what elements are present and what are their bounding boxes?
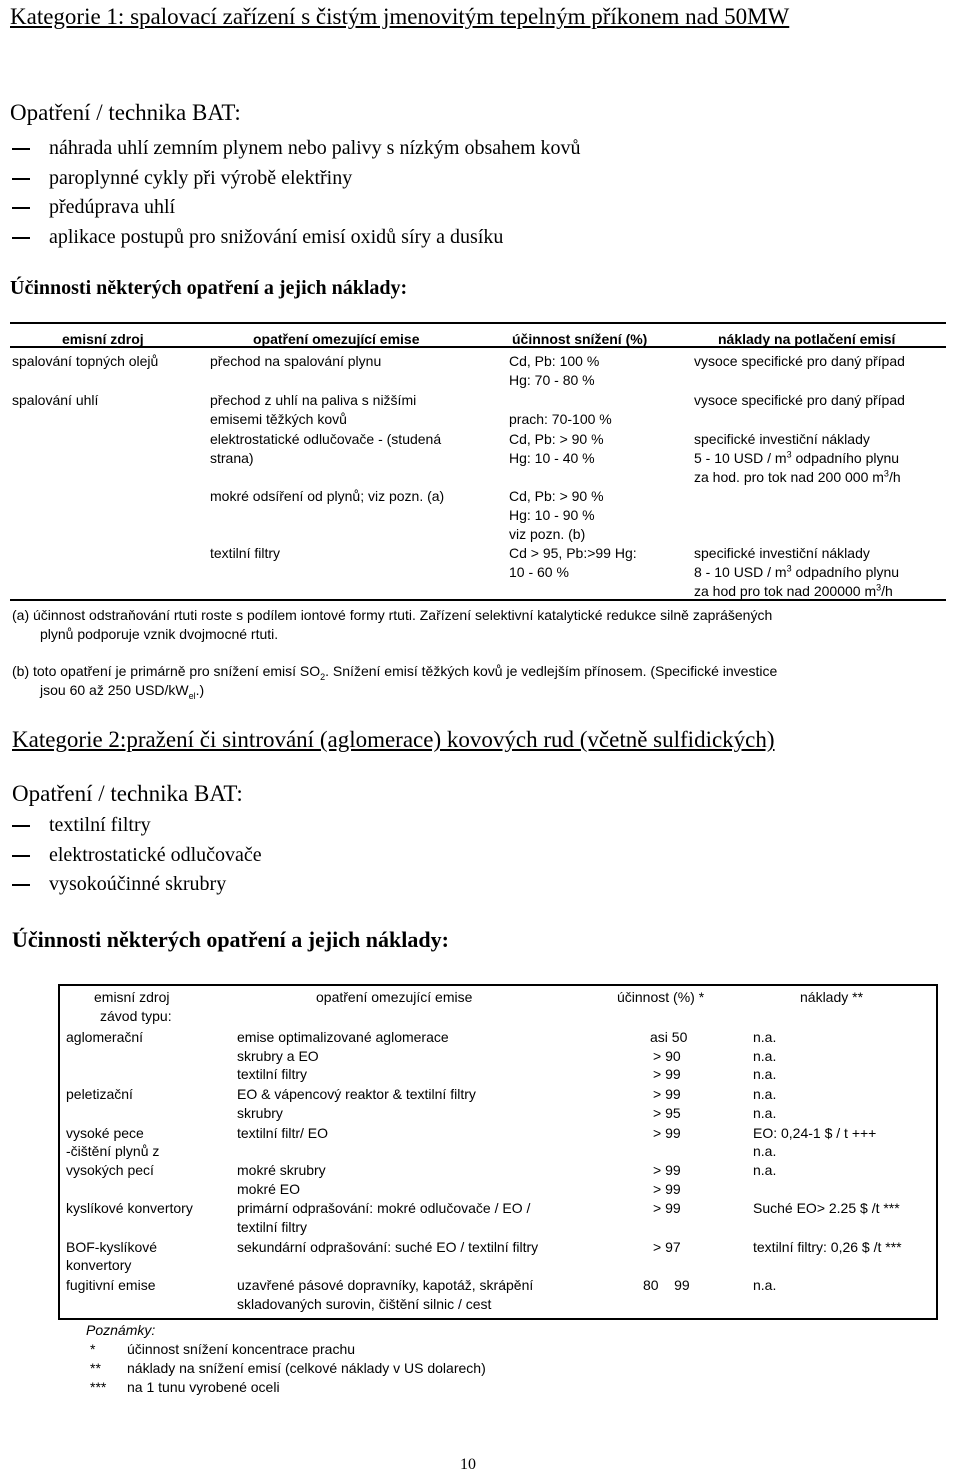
table-cell-efficiency: Cd, Pb: > 90 %	[509, 488, 604, 504]
table2-cell-efficiency: > 99	[653, 1200, 681, 1216]
bat-heading-1: Opatření / technika BAT:	[10, 100, 241, 125]
table2-cell-efficiency: > 99	[653, 1181, 681, 1197]
bat-item: elektrostatické odlučovače	[0, 841, 262, 871]
bat-item: předúprava uhlí	[0, 193, 581, 223]
table2-cell-efficiency: asi 50	[650, 1029, 688, 1045]
page-number: 10	[460, 1456, 476, 1473]
dash-bullet-icon	[12, 148, 30, 150]
table-cell-efficiency: prach: 70-100 %	[509, 411, 612, 427]
dash-bullet-icon	[12, 855, 30, 857]
table-cell-measure: textilní filtry	[210, 545, 281, 561]
dash-bullet-icon	[12, 237, 30, 239]
table2-cell-measure: mokré skrubry	[237, 1162, 326, 1178]
notes-title: Poznámky:	[86, 1322, 156, 1338]
table-cell-efficiency: 10 - 60 %	[509, 564, 569, 580]
note-b: (b) toto opatření je primárně pro snížení emisí $SO_2$. Snížení emisí těžkých kovů je vedlejším přínosem. (Specifické investice jsou 60 až 250 USD/$kW_{el}$.)	[12, 663, 778, 701]
table2-cell-cost: n.a.	[753, 1086, 777, 1102]
table2-header-efficiency: účinnost (%) *	[617, 989, 705, 1005]
table-cell-measure: emisemi těžkých kovů	[210, 411, 347, 427]
table2-cell-cost: n.a.	[753, 1066, 777, 1082]
table-cell-source: spalování topných olejů	[12, 353, 159, 369]
dash-bullet-icon	[12, 825, 30, 827]
table-header-source: emisní zdroj	[62, 331, 144, 347]
table-cell-efficiency: Cd > 95, Pb:>99 Hg:	[509, 545, 637, 561]
table-cell-cost: 5 - 10 USD / $m^3$ odpadního plynu	[694, 449, 900, 466]
table2-cell-cost: n.a.	[753, 1029, 777, 1045]
bat-item: náhrada uhlí zemním plynem nebo palivy s nízkým obsahem kovů	[0, 134, 581, 164]
table-cell-cost: 8 - 10 USD / $m^3$ odpadního plynu	[694, 563, 900, 580]
table-cell-measure: přechod z uhlí na paliva s nižšími	[210, 392, 417, 408]
table-cell-measure: přechod na spalování plynu	[210, 353, 382, 369]
dash-bullet-icon	[12, 884, 30, 886]
table2-cell-measure: emise optimalizované aglomerace	[237, 1029, 449, 1045]
table-cell-efficiency: Cd, Pb: 100 %	[509, 353, 600, 369]
table2-cell-source: fugitivní emise	[66, 1277, 156, 1293]
table2-cell-efficiency: 80 99	[643, 1277, 690, 1293]
bat-item: paroplynné cykly při výrobě elektřiny	[0, 164, 581, 194]
table2-cell-source: peletizační	[66, 1086, 133, 1102]
table-cell-efficiency: Hg: 10 - 90 %	[509, 507, 595, 523]
table-header-efficiency: účinnost snížení (%)	[512, 331, 648, 347]
table2-cell-source: -čištění plynů z	[66, 1143, 160, 1159]
table2-header-source: závod typu:	[100, 1008, 172, 1024]
table-cell-measure: mokré odsíření od plynů; viz pozn. (a)	[210, 488, 445, 504]
table-cell-cost: za hod. pro tok nad 200 000 $m^3/h$	[694, 468, 901, 485]
table-cell-efficiency: viz pozn. (b)	[509, 526, 586, 542]
table-cell-efficiency: Hg: 70 - 80 %	[509, 372, 595, 388]
bat-item: aplikace postupů pro snižování emisí oxidů síry a dusíku	[0, 223, 581, 253]
table2-cell-efficiency: > 95	[653, 1105, 681, 1121]
table2-cell-cost: Suché EO> 2.25 $ /t ***	[753, 1200, 900, 1216]
table2-cell-source: vysoké pece	[66, 1125, 144, 1141]
table2-cell-source: BOF-kyslíkové	[66, 1239, 158, 1255]
table-header-measure: opatření omezující emise	[253, 331, 420, 347]
table-cell-efficiency: Hg: 10 - 40 %	[509, 450, 595, 466]
table2-cell-efficiency: > 90	[653, 1048, 681, 1064]
table2-cell-cost: textilní filtry: 0,26 $ /t ***	[753, 1239, 902, 1255]
bat-list-1	[0, 134, 581, 252]
table-cell-measure: elektrostatické odlučovače - (studená	[210, 431, 442, 447]
table2-cell-efficiency: > 97	[653, 1239, 681, 1255]
dash-bullet-icon	[12, 178, 30, 180]
efficiency-heading-2: Účinnosti některých opatření a jejich náklady:	[12, 927, 449, 952]
table2-cell-source: vysokých pecí	[66, 1162, 154, 1178]
table2-header-cost: náklady **	[800, 989, 864, 1005]
table-cell-cost: za hod pro tok nad 200000 $m^3/h$	[694, 582, 893, 599]
table2-cell-measure: mokré EO	[237, 1181, 301, 1197]
table2-cell-cost: n.a.	[753, 1048, 777, 1064]
table2-header-source: emisní zdroj	[94, 989, 170, 1005]
table2-cell-measure: sekundární odprašování: suché EO / textilní filtry	[237, 1239, 539, 1255]
table2-cell-cost: n.a.	[753, 1105, 777, 1121]
table2-header-measure: opatření omezující emise	[316, 989, 473, 1005]
table-cell-cost: specifické investiční náklady	[694, 431, 870, 447]
category-2-title: Kategorie 2:pražení či sintrování (aglomerace) kovových rud (včetně sulfidických)	[12, 727, 775, 752]
efficiency-heading-1: Účinnosti některých opatření a jejich náklady:	[10, 277, 408, 299]
dash-bullet-icon	[12, 207, 30, 209]
table2-cell-efficiency: > 99	[653, 1125, 681, 1141]
table2-cell-measure: primární odprašování: mokré odlučovače / EO /	[237, 1200, 531, 1216]
table-header-cost: náklady na potlačení emisí	[718, 331, 896, 347]
table2-cell-efficiency: > 99	[653, 1162, 681, 1178]
table-cell-source: spalování uhlí	[12, 392, 99, 408]
table2-cell-measure: textilní filtry	[237, 1219, 308, 1235]
table-rule-top	[10, 322, 946, 324]
bat-item: textilní filtry	[0, 811, 262, 841]
note-a: (a) účinnost odstraňování rtuti roste s podílem iontové formy rtuti. Zařízení selektivní katalytické redukce silně zaprášených plynů podporuje vznik dvojmocné rtuti.	[12, 607, 773, 642]
table2-cell-cost: n.a.	[753, 1143, 777, 1159]
table2-cell-source: konvertory	[66, 1257, 132, 1273]
bat-list-2	[0, 811, 262, 900]
bat-heading-2: Opatření / technika BAT:	[12, 781, 243, 806]
table-cell-cost: vysoce specifické pro daný případ	[694, 392, 905, 408]
table2-cell-measure: textilní filtr/ EO	[237, 1125, 329, 1141]
table2-cell-efficiency: > 99	[653, 1066, 681, 1082]
table-cell-measure: strana)	[210, 450, 254, 466]
table-cell-cost: specifické investiční náklady	[694, 545, 870, 561]
table2-cell-measure: skrubry a EO	[237, 1048, 319, 1064]
table2-cell-measure: uzavřené pásové dopravníky, kapotáž, skrápění	[237, 1277, 534, 1293]
table2-cell-measure: skrubry	[237, 1105, 283, 1121]
category-1-title: Kategorie 1: spalovací zařízení s čistým jmenovitým tepelným příkonem nad 50MW	[10, 4, 790, 29]
table-cell-efficiency: Cd, Pb: > 90 %	[509, 431, 604, 447]
table-cell-cost: vysoce specifické pro daný případ	[694, 353, 905, 369]
table2-cell-measure: EO & vápencový reaktor & textilní filtry	[237, 1086, 476, 1102]
table2-cell-cost: EO: 0,24-1 $ / t +++	[753, 1125, 877, 1141]
table2-cell-source: aglomerační	[66, 1029, 144, 1045]
table2-cell-cost: n.a.	[753, 1277, 777, 1293]
bat-item: vysokoúčinné skrubry	[0, 870, 262, 900]
table2-cell-measure: textilní filtry	[237, 1066, 308, 1082]
table2-cell-measure: skladovaných surovin, čištění silnic / cest	[237, 1296, 492, 1312]
table2-cell-cost: n.a.	[753, 1162, 777, 1178]
table2-cell-source: kyslíkové konvertory	[66, 1200, 193, 1216]
table2-cell-efficiency: > 99	[653, 1086, 681, 1102]
efficiency-table-2-frame	[58, 984, 938, 1320]
